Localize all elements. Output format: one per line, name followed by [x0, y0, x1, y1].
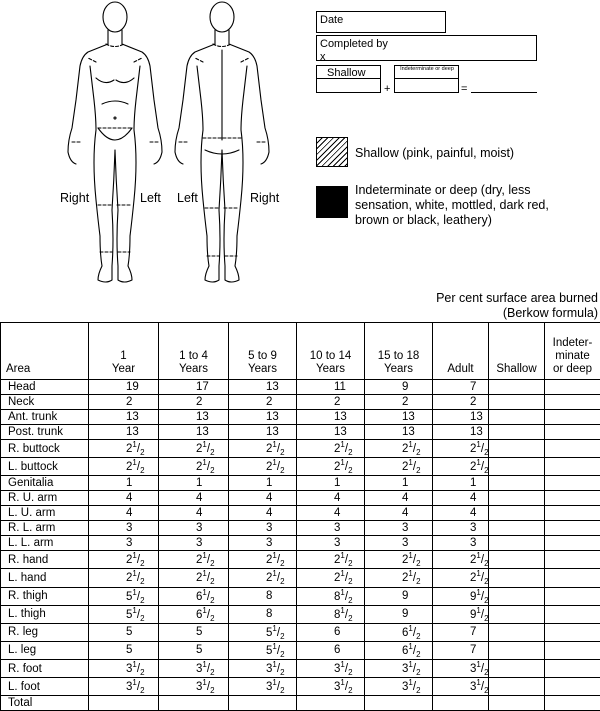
area-cell: Neck [1, 395, 89, 410]
value-cell: 4 [159, 491, 229, 506]
value-cell: 4 [297, 491, 365, 506]
shallow-entry-cell[interactable] [489, 395, 545, 410]
deep-entry-cell[interactable] [545, 660, 600, 678]
value-cell [89, 696, 159, 711]
value-cell: 2 [229, 395, 297, 410]
value-cell: 3 [365, 536, 433, 551]
value-cell: $9^1/_2$ [433, 587, 489, 605]
area-cell: L. leg [1, 641, 89, 659]
value-cell: 3 [159, 536, 229, 551]
front-right-label: Right [60, 191, 89, 205]
value-cell: $3^1/_2$ [159, 660, 229, 678]
deep-entry-cell[interactable] [545, 425, 600, 440]
value-cell: 13 [297, 425, 365, 440]
table-row [1, 491, 600, 506]
table-row [1, 395, 600, 410]
table-row [1, 660, 600, 678]
value-cell: $9^1/_2$ [433, 605, 489, 623]
value-cell: $8^1/_2$ [297, 605, 365, 623]
value-cell: $6^1/_2$ [365, 623, 433, 641]
value-cell: 6 [297, 641, 365, 659]
area-cell: R. thigh [1, 587, 89, 605]
area-cell: Post. trunk [1, 425, 89, 440]
shallow-entry-cell[interactable] [489, 440, 545, 458]
value-cell: 9 [365, 587, 433, 605]
value-cell: 2 [365, 395, 433, 410]
value-cell: $6^1/_2$ [159, 605, 229, 623]
area-cell: R. L. arm [1, 521, 89, 536]
value-cell: 13 [433, 425, 489, 440]
value-cell: 2 [297, 395, 365, 410]
value-cell: 9 [365, 380, 433, 395]
value-cell: 2 [89, 395, 159, 410]
value-cell: 3 [229, 536, 297, 551]
deep-entry-cell[interactable] [545, 696, 600, 711]
deep-entry-cell[interactable] [545, 410, 600, 425]
table-row [1, 569, 600, 587]
body-figures [0, 0, 300, 290]
shallow-entry-cell[interactable] [489, 476, 545, 491]
header-cell: Indeter- minate or deep [545, 323, 600, 380]
deep-entry-cell[interactable] [545, 551, 600, 569]
table-row [1, 678, 600, 696]
table-header-row [1, 323, 600, 380]
value-cell: 3 [229, 521, 297, 536]
value-cell: 4 [159, 506, 229, 521]
value-cell: $2^1/_2$ [433, 440, 489, 458]
deep-black-swatch [316, 186, 348, 218]
area-cell: L. thigh [1, 605, 89, 623]
area-cell: L. foot [1, 678, 89, 696]
value-cell: $2^1/_2$ [365, 440, 433, 458]
value-cell: $2^1/_2$ [89, 440, 159, 458]
deep-total-label: Indeterminate or deep [399, 67, 455, 73]
table-row [1, 380, 600, 395]
value-cell: $2^1/_2$ [89, 551, 159, 569]
value-cell: 4 [89, 506, 159, 521]
deep-entry-cell[interactable] [545, 440, 600, 458]
shallow-entry-cell[interactable] [489, 696, 545, 711]
berkow-table [0, 322, 600, 711]
deep-entry-cell[interactable] [545, 641, 600, 659]
value-cell: $3^1/_2$ [229, 678, 297, 696]
value-cell: 4 [229, 506, 297, 521]
shallow-entry-cell[interactable] [489, 569, 545, 587]
value-cell: 3 [365, 521, 433, 536]
value-cell: 8 [229, 605, 297, 623]
value-cell: $5^1/_2$ [229, 623, 297, 641]
value-cell: $2^1/_2$ [159, 458, 229, 476]
value-cell: 13 [89, 425, 159, 440]
deep-entry-cell[interactable] [545, 678, 600, 696]
value-cell: $3^1/_2$ [89, 660, 159, 678]
area-cell: R. foot [1, 660, 89, 678]
area-cell: Total [1, 696, 89, 711]
value-cell: 7 [433, 623, 489, 641]
completed-by-label: Completed by [320, 38, 388, 50]
value-cell: $5^1/_2$ [229, 641, 297, 659]
shallow-entry-cell[interactable] [489, 660, 545, 678]
value-cell: $2^1/_2$ [229, 551, 297, 569]
value-cell: $3^1/_2$ [89, 678, 159, 696]
shallow-entry-cell[interactable] [489, 641, 545, 659]
value-cell: 5 [89, 641, 159, 659]
value-cell [365, 696, 433, 711]
area-cell: L. U. arm [1, 506, 89, 521]
value-cell: 1 [365, 476, 433, 491]
area-cell: R. leg [1, 623, 89, 641]
value-cell: 3 [297, 536, 365, 551]
value-cell: 13 [229, 380, 297, 395]
value-cell: 3 [89, 536, 159, 551]
value-cell: $3^1/_2$ [159, 678, 229, 696]
area-cell: L. L. arm [1, 536, 89, 551]
deep-entry-cell[interactable] [545, 605, 600, 623]
shallow-entry-cell[interactable] [489, 506, 545, 521]
value-cell: $2^1/_2$ [89, 569, 159, 587]
table-row [1, 425, 600, 440]
value-cell: $5^1/_2$ [89, 605, 159, 623]
value-cell: 13 [433, 410, 489, 425]
deep-entry-cell[interactable] [545, 380, 600, 395]
caption-line-1: Per cent surface area burned [436, 291, 598, 306]
date-field[interactable] [316, 11, 446, 33]
value-cell: 3 [159, 521, 229, 536]
value-cell: $2^1/_2$ [297, 458, 365, 476]
value-cell: 4 [365, 491, 433, 506]
caption-line-2: (Berkow formula) [436, 306, 598, 321]
value-cell: $2^1/_2$ [159, 440, 229, 458]
value-cell: 4 [297, 506, 365, 521]
area-cell: R. U. arm [1, 491, 89, 506]
value-cell: $2^1/_2$ [365, 458, 433, 476]
value-cell: 1 [159, 476, 229, 491]
back-body-figure [175, 2, 269, 282]
date-label: Date [320, 14, 343, 26]
area-cell: L. hand [1, 569, 89, 587]
value-cell: $8^1/_2$ [297, 587, 365, 605]
value-cell: 2 [433, 395, 489, 410]
value-cell: $3^1/_2$ [365, 678, 433, 696]
shallow-total-field[interactable] [316, 65, 381, 93]
equals-sign: = [461, 83, 467, 95]
shallow-entry-cell[interactable] [489, 605, 545, 623]
back-left-label: Left [177, 191, 198, 205]
value-cell: $3^1/_2$ [433, 678, 489, 696]
deep-entry-cell[interactable] [545, 491, 600, 506]
shallow-entry-cell[interactable] [489, 380, 545, 395]
shallow-entry-cell[interactable] [489, 410, 545, 425]
deep-entry-cell[interactable] [545, 536, 600, 551]
area-cell: Genitalia [1, 476, 89, 491]
shallow-hatch-swatch [316, 137, 348, 167]
value-cell: $2^1/_2$ [159, 551, 229, 569]
value-cell: 2 [159, 395, 229, 410]
value-cell: 4 [433, 491, 489, 506]
header-cell: 5 to 9 Years [229, 323, 297, 380]
table-row [1, 605, 600, 623]
table-row [1, 696, 600, 711]
value-cell: 13 [365, 410, 433, 425]
value-cell: $3^1/_2$ [297, 678, 365, 696]
table-body [1, 380, 600, 711]
deep-entry-cell[interactable] [545, 458, 600, 476]
area-cell: R. buttock [1, 440, 89, 458]
area-cell: Ant. trunk [1, 410, 89, 425]
value-cell: 4 [365, 506, 433, 521]
value-cell: 7 [433, 641, 489, 659]
value-cell: 5 [159, 623, 229, 641]
value-cell: 3 [89, 521, 159, 536]
value-cell: 13 [89, 410, 159, 425]
value-cell: 1 [433, 476, 489, 491]
value-cell: $2^1/_2$ [297, 551, 365, 569]
value-cell: 13 [229, 425, 297, 440]
grand-total-line[interactable] [471, 92, 537, 93]
value-cell [297, 696, 365, 711]
value-cell: 13 [229, 410, 297, 425]
table-row [1, 587, 600, 605]
table-row [1, 641, 600, 659]
value-cell: $2^1/_2$ [297, 440, 365, 458]
deep-entry-cell[interactable] [545, 623, 600, 641]
table-row [1, 410, 600, 425]
shallow-total-label: Shallow [327, 67, 366, 79]
completed-by-value: x [320, 51, 326, 63]
table-row [1, 521, 600, 536]
table-caption [436, 291, 598, 321]
table-row [1, 623, 600, 641]
value-cell: $2^1/_2$ [433, 458, 489, 476]
deep-entry-cell[interactable] [545, 476, 600, 491]
shallow-entry-cell[interactable] [489, 458, 545, 476]
value-cell: 4 [433, 506, 489, 521]
deep-legend-text: Indeterminate or deep (dry, less sensation, white, mottled, dark red, brown or black, leathery) [355, 183, 555, 228]
value-cell: 19 [89, 380, 159, 395]
value-cell: 13 [297, 410, 365, 425]
value-cell [159, 696, 229, 711]
shallow-entry-cell[interactable] [489, 678, 545, 696]
header-cell: 1 Year [89, 323, 159, 380]
value-cell: $2^1/_2$ [229, 458, 297, 476]
header-cell: 1 to 4 Years [159, 323, 229, 380]
header-cell: Adult [433, 323, 489, 380]
value-cell [229, 696, 297, 711]
completed-by-field[interactable] [316, 35, 537, 61]
value-cell: 4 [229, 491, 297, 506]
value-cell: 7 [433, 380, 489, 395]
value-cell: 3 [297, 521, 365, 536]
value-cell: $3^1/_2$ [229, 660, 297, 678]
value-cell: 5 [159, 641, 229, 659]
value-cell: $3^1/_2$ [365, 660, 433, 678]
front-left-label: Left [140, 191, 161, 205]
shallow-entry-cell[interactable] [489, 551, 545, 569]
value-cell: 3 [433, 536, 489, 551]
header-cell: 10 to 14 Years [297, 323, 365, 380]
value-cell: $2^1/_2$ [433, 569, 489, 587]
value-cell: 6 [297, 623, 365, 641]
header-cell: Shallow [489, 323, 545, 380]
table-row [1, 536, 600, 551]
area-cell: Head [1, 380, 89, 395]
shallow-entry-cell[interactable] [489, 491, 545, 506]
value-cell: $6^1/_2$ [159, 587, 229, 605]
value-cell: $2^1/_2$ [229, 440, 297, 458]
value-cell: 13 [159, 425, 229, 440]
value-cell: $2^1/_2$ [159, 569, 229, 587]
value-cell: $2^1/_2$ [297, 569, 365, 587]
value-cell: 1 [297, 476, 365, 491]
value-cell: $6^1/_2$ [365, 641, 433, 659]
deep-entry-cell[interactable] [545, 395, 600, 410]
value-cell: 3 [433, 521, 489, 536]
front-body-figure [68, 2, 162, 282]
table-row [1, 458, 600, 476]
value-cell [433, 696, 489, 711]
area-cell: L. buttock [1, 458, 89, 476]
value-cell: 13 [365, 425, 433, 440]
value-cell: $2^1/_2$ [433, 551, 489, 569]
value-cell: $2^1/_2$ [365, 551, 433, 569]
value-cell: $3^1/_2$ [433, 660, 489, 678]
value-cell: 5 [89, 623, 159, 641]
shallow-entry-cell[interactable] [489, 623, 545, 641]
shallow-entry-cell[interactable] [489, 536, 545, 551]
deep-entry-cell[interactable] [545, 587, 600, 605]
table-row [1, 551, 600, 569]
value-cell: 9 [365, 605, 433, 623]
value-cell: 8 [229, 587, 297, 605]
shallow-entry-cell[interactable] [489, 425, 545, 440]
header-cell: Area [1, 323, 89, 380]
value-cell: $2^1/_2$ [229, 569, 297, 587]
value-cell: $2^1/_2$ [365, 569, 433, 587]
value-cell: $5^1/_2$ [89, 587, 159, 605]
shallow-entry-cell[interactable] [489, 521, 545, 536]
value-cell: 4 [89, 491, 159, 506]
deep-entry-cell[interactable] [545, 506, 600, 521]
shallow-legend-text: Shallow (pink, painful, moist) [355, 146, 514, 161]
table-row [1, 440, 600, 458]
header-cell: 15 to 18 Years [365, 323, 433, 380]
deep-entry-cell[interactable] [545, 569, 600, 587]
deep-total-field[interactable] [394, 65, 459, 93]
value-cell: $3^1/_2$ [297, 660, 365, 678]
deep-entry-cell[interactable] [545, 521, 600, 536]
value-cell: 1 [89, 476, 159, 491]
value-cell: 1 [229, 476, 297, 491]
plus-sign: + [384, 83, 390, 95]
value-cell: $2^1/_2$ [89, 458, 159, 476]
value-cell: 13 [159, 410, 229, 425]
area-cell: R. hand [1, 551, 89, 569]
table-row [1, 506, 600, 521]
back-right-label: Right [250, 191, 279, 205]
table-row [1, 476, 600, 491]
value-cell: 17 [159, 380, 229, 395]
value-cell: 11 [297, 380, 365, 395]
shallow-entry-cell[interactable] [489, 587, 545, 605]
